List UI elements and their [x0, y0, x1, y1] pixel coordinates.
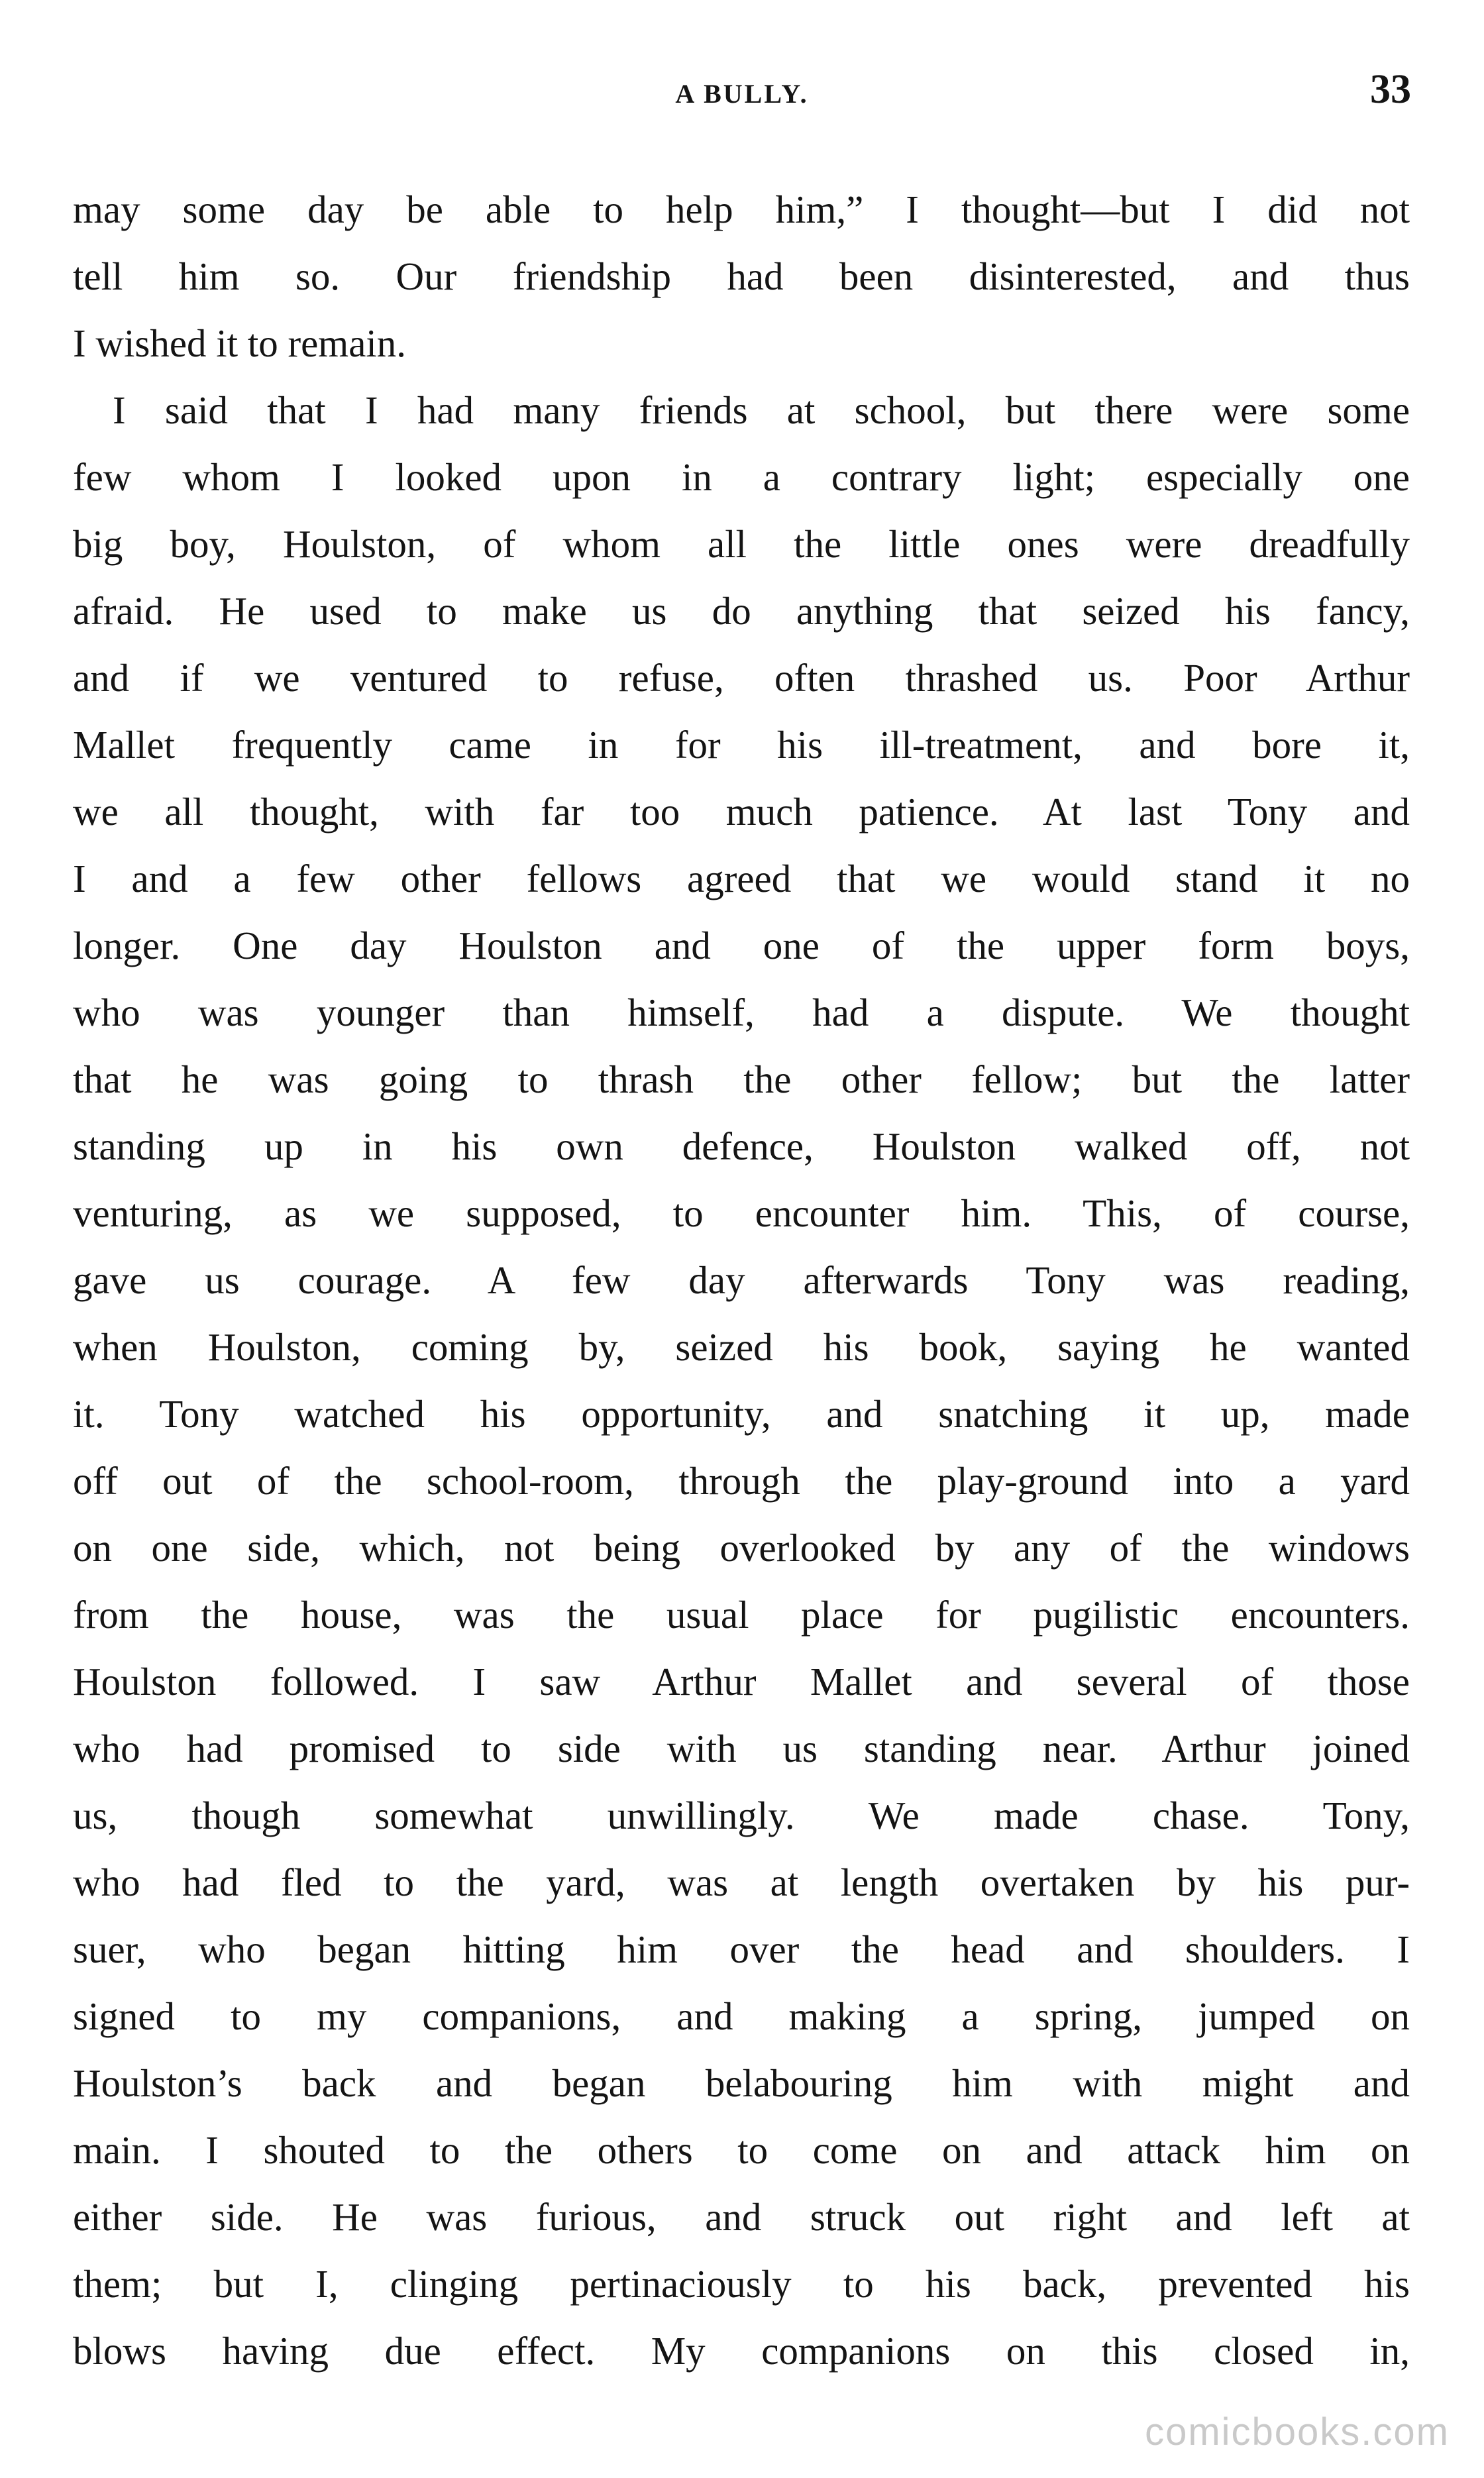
- text-line: who had fled to the yard, was at length overtaken by his pur-: [73, 1860, 1410, 1904]
- text-line: off out of the school-room, through the play-ground into a yard: [73, 1459, 1410, 1503]
- text-line: from the house, was the usual place for pugilistic encounters.: [73, 1593, 1410, 1637]
- text-line: I said that I had many friends at school, but there were some: [113, 388, 1410, 432]
- text-line: few whom I looked upon in a contrary light; especially one: [73, 455, 1410, 499]
- text-line: that he was going to thrash the other fellow; but the latter: [73, 1057, 1410, 1101]
- text-line: longer. One day Houlston and one of the upper form boys,: [73, 924, 1410, 967]
- watermark: comicbooks.com: [1145, 2410, 1450, 2453]
- text-line: signed to my companions, and making a spring, jumped on: [73, 1994, 1410, 2038]
- text-line: Mallet frequently came in for his ill-treatment, and bore it,: [73, 723, 1410, 767]
- text-line: tell him so. Our friendship had been disinterested, and thus: [73, 254, 1410, 298]
- text-line: we all thought, with far too much patience. At last Tony and: [73, 790, 1410, 834]
- text-line: venturing, as we supposed, to encounter him. This, of course,: [73, 1191, 1410, 1235]
- text-line: afraid. He used to make us do anything that seized his fancy,: [73, 589, 1410, 633]
- text-line: I wished it to remain.: [73, 321, 407, 365]
- body-text: [73, 176, 1410, 2385]
- text-line: when Houlston, coming by, seized his book, saying he wanted: [73, 1325, 1410, 1369]
- text-line: I and a few other fellows agreed that we would stand it no: [73, 857, 1410, 900]
- text-line: Houlston followed. I saw Arthur Mallet and several of those: [73, 1660, 1410, 1703]
- text-line: them; but I, clinging pertinaciously to his back, prevented his: [73, 2262, 1410, 2306]
- running-title: A BULLY.: [675, 79, 809, 109]
- text-line: standing up in his own defence, Houlston walked off, not: [73, 1124, 1410, 1168]
- text-line: it. Tony watched his opportunity, and snatching it up, made: [73, 1392, 1410, 1436]
- text-line: and if we ventured to refuse, often thrashed us. Poor Arthur: [73, 656, 1410, 700]
- text-line: main. I shouted to the others to come on and attack him on: [73, 2128, 1410, 2172]
- text-line: blows having due effect. My companions on this closed in,: [73, 2329, 1410, 2373]
- text-line: who had promised to side with us standing near. Arthur joined: [73, 1727, 1410, 1770]
- text-line: big boy, Houlston, of whom all the little ones were dreadfully: [73, 522, 1410, 566]
- text-line: who was younger than himself, had a dispute. We thought: [73, 991, 1410, 1034]
- page-number: 33: [1370, 67, 1411, 112]
- text-line: either side. He was furious, and struck out right and left at: [73, 2195, 1410, 2239]
- text-line: Houlston’s back and began belabouring him with might and: [73, 2061, 1410, 2105]
- text-line: us, though somewhat unwillingly. We made chase. Tony,: [73, 1794, 1410, 1837]
- text-line: suer, who began hitting him over the head and shoulders. I: [73, 1927, 1410, 1971]
- text-line: on one side, which, not being overlooked by any of the windows: [73, 1526, 1410, 1570]
- text-line: gave us courage. A few day afterwards Tony was reading,: [73, 1258, 1410, 1302]
- text-line: may some day be able to help him,” I thought—but I did not: [73, 188, 1410, 231]
